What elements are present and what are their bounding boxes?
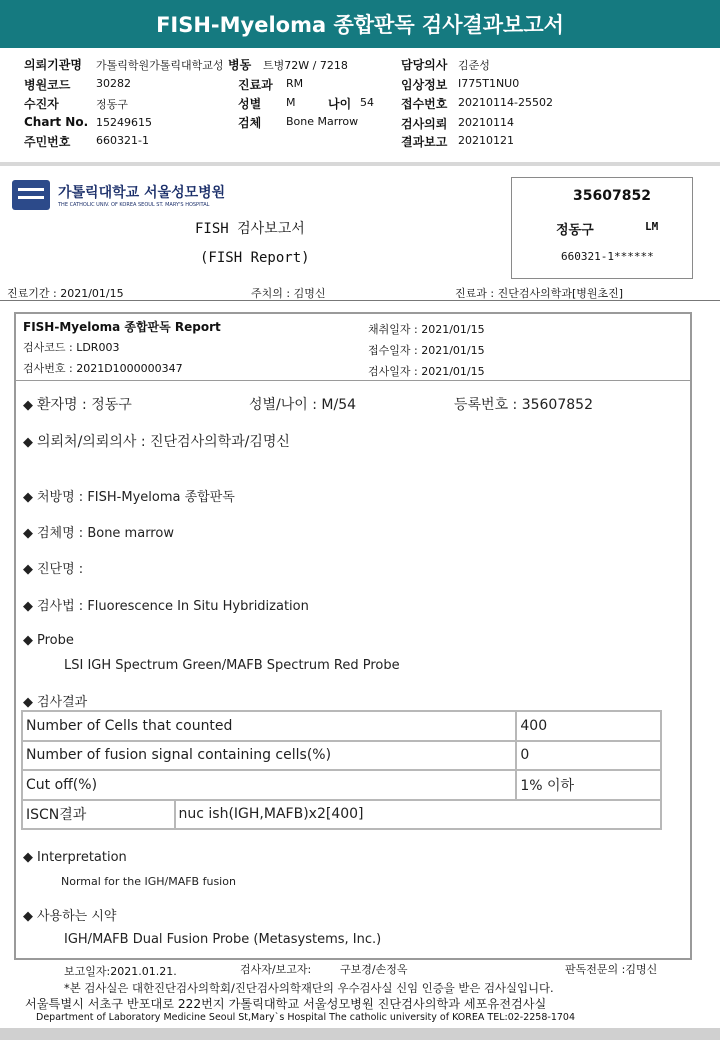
table-row: [22, 741, 661, 771]
footer-bar: [0, 1028, 720, 1040]
visit-dept: 진료과 : 진단검사의학과[병원초진]: [455, 287, 624, 300]
bullet-diamond-icon: ◆: [23, 490, 33, 505]
specimen-name: 검체명 : Bone marrow: [37, 526, 174, 541]
hospital-logo-icon: [12, 180, 50, 210]
method-line: [23, 595, 309, 614]
header-value: 김준성: [458, 59, 490, 72]
report-name: FISH-Myeloma 종합판독 Report: [23, 320, 221, 334]
header-label: 나이: [328, 97, 352, 111]
report-date: 보고일자:2021.01.21.: [64, 965, 177, 978]
report-tested: 검사일자 : 2021/01/15: [368, 365, 485, 378]
probe-line: [23, 633, 74, 648]
header-value: 20210114: [458, 116, 514, 129]
bullet-diamond-icon: ◆: [23, 599, 33, 614]
header-value: I775T1NU0: [458, 77, 520, 90]
header-label: 병원코드: [24, 78, 71, 92]
header-value: M: [286, 96, 296, 109]
table-row: [22, 800, 661, 830]
certification-note: *본 검사실은 대한진단검사의학회/진단검사의학재단의 우수검사실 신임 인증을 받은 검사실입니다.: [64, 981, 554, 995]
id-name: 정동구: [556, 223, 594, 238]
result-table: [21, 710, 662, 830]
order-line: [23, 486, 235, 505]
interpretation-line: [23, 850, 127, 865]
visit-date: 진료기간 : 2021/01/15: [7, 287, 124, 300]
report-number: 검사번호 : 2021D1000000347: [23, 362, 183, 375]
method: 검사법 : Fluorescence In Situ Hybridization: [37, 599, 309, 614]
reagent-label: 사용하는 시약: [37, 909, 117, 924]
result-line: [23, 691, 87, 710]
specialist: 판독전문의 :김명신: [565, 963, 658, 976]
report-title: FISH 검사보고서: [195, 221, 305, 237]
header-label: 임상정보: [401, 78, 448, 92]
header-label: 의뢰기관명: [24, 58, 82, 72]
page-title: FISH-Myeloma 종합판독 검사결과보고서: [156, 13, 564, 37]
tester-names: 구보경/손정옥: [340, 963, 408, 976]
patient-name: 환자명 : 정동구: [37, 397, 132, 413]
department-english: Department of Laboratory Medicine Seoul St,Mary`s Hospital The catholic university of KOREA TEL:02-2258-1704: [36, 1012, 576, 1023]
result-cell-label: Cut off(%): [22, 770, 516, 800]
iscn-label: ISCN결과: [22, 800, 175, 830]
specimen-line: [23, 522, 174, 541]
result-label: 검사결과: [37, 695, 88, 710]
bullet-diamond-icon: ◆: [23, 909, 33, 924]
header-label: 담당의사: [401, 58, 448, 72]
header-value: 정동구: [96, 98, 128, 111]
header-label: 검체: [238, 116, 262, 130]
header-label: 검사의뢰: [401, 117, 448, 131]
bullet-diamond-icon: ◆: [23, 435, 33, 450]
header-label: 접수번호: [401, 97, 448, 111]
result-cell-label: Number of fusion signal containing cells(%): [22, 741, 516, 771]
requester: 의뢰처/의뢰의사 : 진단검사의학과/김명신: [37, 434, 290, 450]
header-value: Bone Marrow: [286, 115, 359, 128]
patient-line: [23, 394, 132, 414]
bullet-diamond-icon: ◆: [23, 850, 33, 865]
report-header-divider: [16, 380, 690, 381]
header-value: 가톨릭학원가톨릭대학교성: [96, 59, 224, 72]
id-sexage: LM: [645, 220, 659, 233]
tester-label: 검사자/보고자:: [240, 963, 312, 976]
report-collected: 채취일자 : 2021/01/15: [368, 323, 485, 336]
result-cell-value: 1% 이하: [516, 770, 661, 800]
report-code: 검사코드 : LDR003: [23, 341, 120, 354]
order-name: 처방명 : FISH-Myeloma 종합판독: [37, 490, 235, 505]
header-value: 54: [360, 96, 374, 109]
bullet-diamond-icon: ◆: [23, 526, 33, 541]
diagnosis: 진단명 :: [37, 562, 84, 577]
report-title-en: (FISH Report): [200, 250, 310, 266]
header-value: 30282: [96, 77, 131, 90]
report-received: 접수일자 : 2021/01/15: [368, 344, 485, 357]
requester-line: [23, 431, 290, 451]
reagent-value: IGH/MAFB Dual Fusion Probe (Metasystems, Inc.): [64, 932, 382, 947]
header-value: 660321-1: [96, 134, 149, 147]
hospital-name: 가톨릭대학교 서울성모병원: [58, 185, 226, 201]
table-row: [22, 711, 661, 741]
bullet-diamond-icon: ◆: [23, 633, 33, 648]
iscn-value: nuc ish(IGH,MAFB)x2[400]: [175, 800, 661, 830]
report-title-bar: [0, 0, 720, 48]
header-value: 20210114-25502: [458, 96, 553, 109]
bullet-diamond-icon: ◆: [23, 695, 33, 710]
header-label: 진료과: [238, 78, 273, 92]
result-cell-value: 0: [516, 741, 661, 771]
result-cell-label: Number of Cells that counted: [22, 711, 516, 741]
header-label: 병동: [228, 58, 252, 72]
patient-regno: 등록번호 : 35607852: [454, 397, 593, 413]
patient-sexage: 성별/나이 : M/54: [249, 397, 357, 413]
header-label: 결과보고: [401, 135, 448, 149]
header-value: 트병72W / 7218: [263, 59, 348, 72]
header-label: 성별: [238, 97, 262, 111]
reagent-line: [23, 905, 116, 924]
hospital-subtitle: THE CATHOLIC UNIV. OF KOREA SEOUL ST. MARY'S HOSPITAL: [58, 202, 210, 208]
table-row: [22, 770, 661, 800]
id-ssn: 660321-1******: [561, 250, 654, 263]
visit-doctor: 주치의 : 김명신: [251, 287, 326, 300]
header-label: Chart No.: [24, 115, 89, 129]
probe-value: LSI IGH Spectrum Green/MAFB Spectrum Red Probe: [64, 658, 400, 673]
lab-address: 서울특별시 서초구 반포대로 222번지 가톨릭대학교 서울성모병원 진단검사의학과 세포유전검사실: [25, 997, 547, 1011]
header-label: 주민번호: [24, 135, 71, 149]
id-number: 35607852: [573, 188, 651, 204]
header-divider: [0, 162, 720, 166]
interpretation-label: Interpretation: [37, 850, 127, 865]
header-value: RM: [286, 77, 304, 90]
visit-divider: [0, 300, 720, 301]
interpretation-value: Normal for the IGH/MAFB fusion: [61, 875, 236, 888]
bullet-diamond-icon: ◆: [23, 398, 33, 413]
header-value: 20210121: [458, 134, 514, 147]
header-value: 15249615: [96, 116, 152, 129]
diagnosis-line: [23, 558, 83, 577]
result-cell-value: 400: [516, 711, 661, 741]
header-label: 수진자: [24, 97, 59, 111]
bullet-diamond-icon: ◆: [23, 562, 33, 577]
probe-label: Probe: [37, 633, 74, 648]
